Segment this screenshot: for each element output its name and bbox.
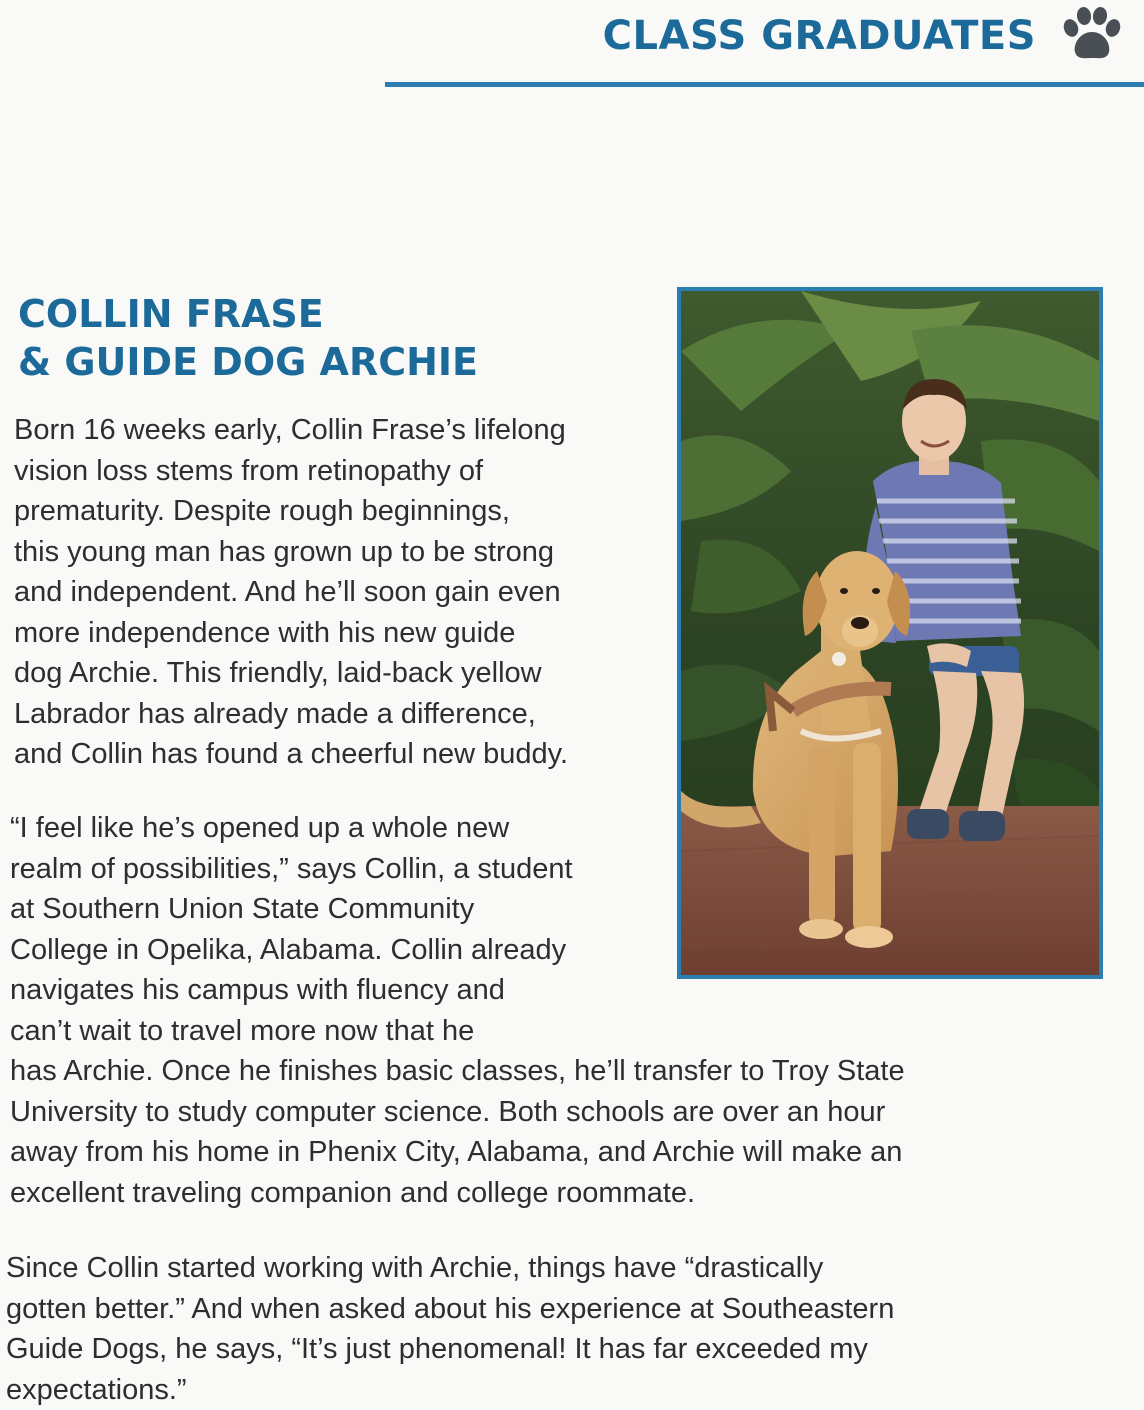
- paragraph-line: University to study computer science. Both schools are over an hour: [10, 1092, 905, 1133]
- paragraph-line: and Collin has found a cheerful new buddy.: [14, 734, 568, 775]
- paragraph-line: dog Archie. This friendly, laid-back yellow: [14, 653, 568, 694]
- paragraph-line: away from his home in Phenix City, Alabama, and Archie will make an: [10, 1132, 905, 1173]
- paragraph-line: gotten better.” And when asked about his experience at Southeastern: [6, 1289, 894, 1330]
- paragraph-line: Guide Dogs, he says, “It’s just phenomenal! It has far exceeded my: [6, 1329, 894, 1370]
- paw-print-icon: [1060, 6, 1124, 66]
- paragraph-line: and independent. And he’ll soon gain even: [14, 572, 568, 613]
- paragraph-line: navigates his campus with fluency and: [10, 970, 905, 1011]
- paragraph-line: “I feel like he’s opened up a whole new: [10, 808, 905, 849]
- paragraph-line: realm of possibilities,” says Collin, a student: [10, 849, 905, 890]
- header-rule: [385, 82, 1144, 87]
- paragraph-line: excellent traveling companion and college roommate.: [10, 1173, 905, 1214]
- section-title: CLASS GRADUATES: [603, 13, 1036, 59]
- article-paragraph-3: [6, 1248, 894, 1410]
- article-title-line: & GUIDE DOG ARCHIE: [18, 338, 478, 386]
- paragraph-line: this young man has grown up to be strong: [14, 532, 568, 573]
- paragraph-line: at Southern Union State Community: [10, 889, 905, 930]
- paragraph-line: more independence with his new guide: [14, 613, 568, 654]
- article-title-line: COLLIN FRASE: [18, 290, 478, 338]
- paragraph-line: prematurity. Despite rough beginnings,: [14, 491, 568, 532]
- paragraph-line: can’t wait to travel more now that he: [10, 1011, 905, 1052]
- paragraph-line: vision loss stems from retinopathy of: [14, 451, 568, 492]
- paragraph-line: expectations.”: [6, 1370, 894, 1410]
- paragraph-line: Born 16 weeks early, Collin Frase’s lifelong: [14, 410, 568, 451]
- section-header: [603, 6, 1124, 66]
- paragraph-line: has Archie. Once he finishes basic classes, he’ll transfer to Troy State: [10, 1051, 905, 1092]
- article-paragraph-2: [10, 808, 905, 1213]
- paragraph-line: Since Collin started working with Archie, things have “drastically: [6, 1248, 894, 1289]
- paragraph-line: College in Opelika, Alabama. Collin already: [10, 930, 905, 971]
- article-title: [18, 290, 478, 386]
- article-paragraph-1: [14, 410, 568, 775]
- paragraph-line: Labrador has already made a difference,: [14, 694, 568, 735]
